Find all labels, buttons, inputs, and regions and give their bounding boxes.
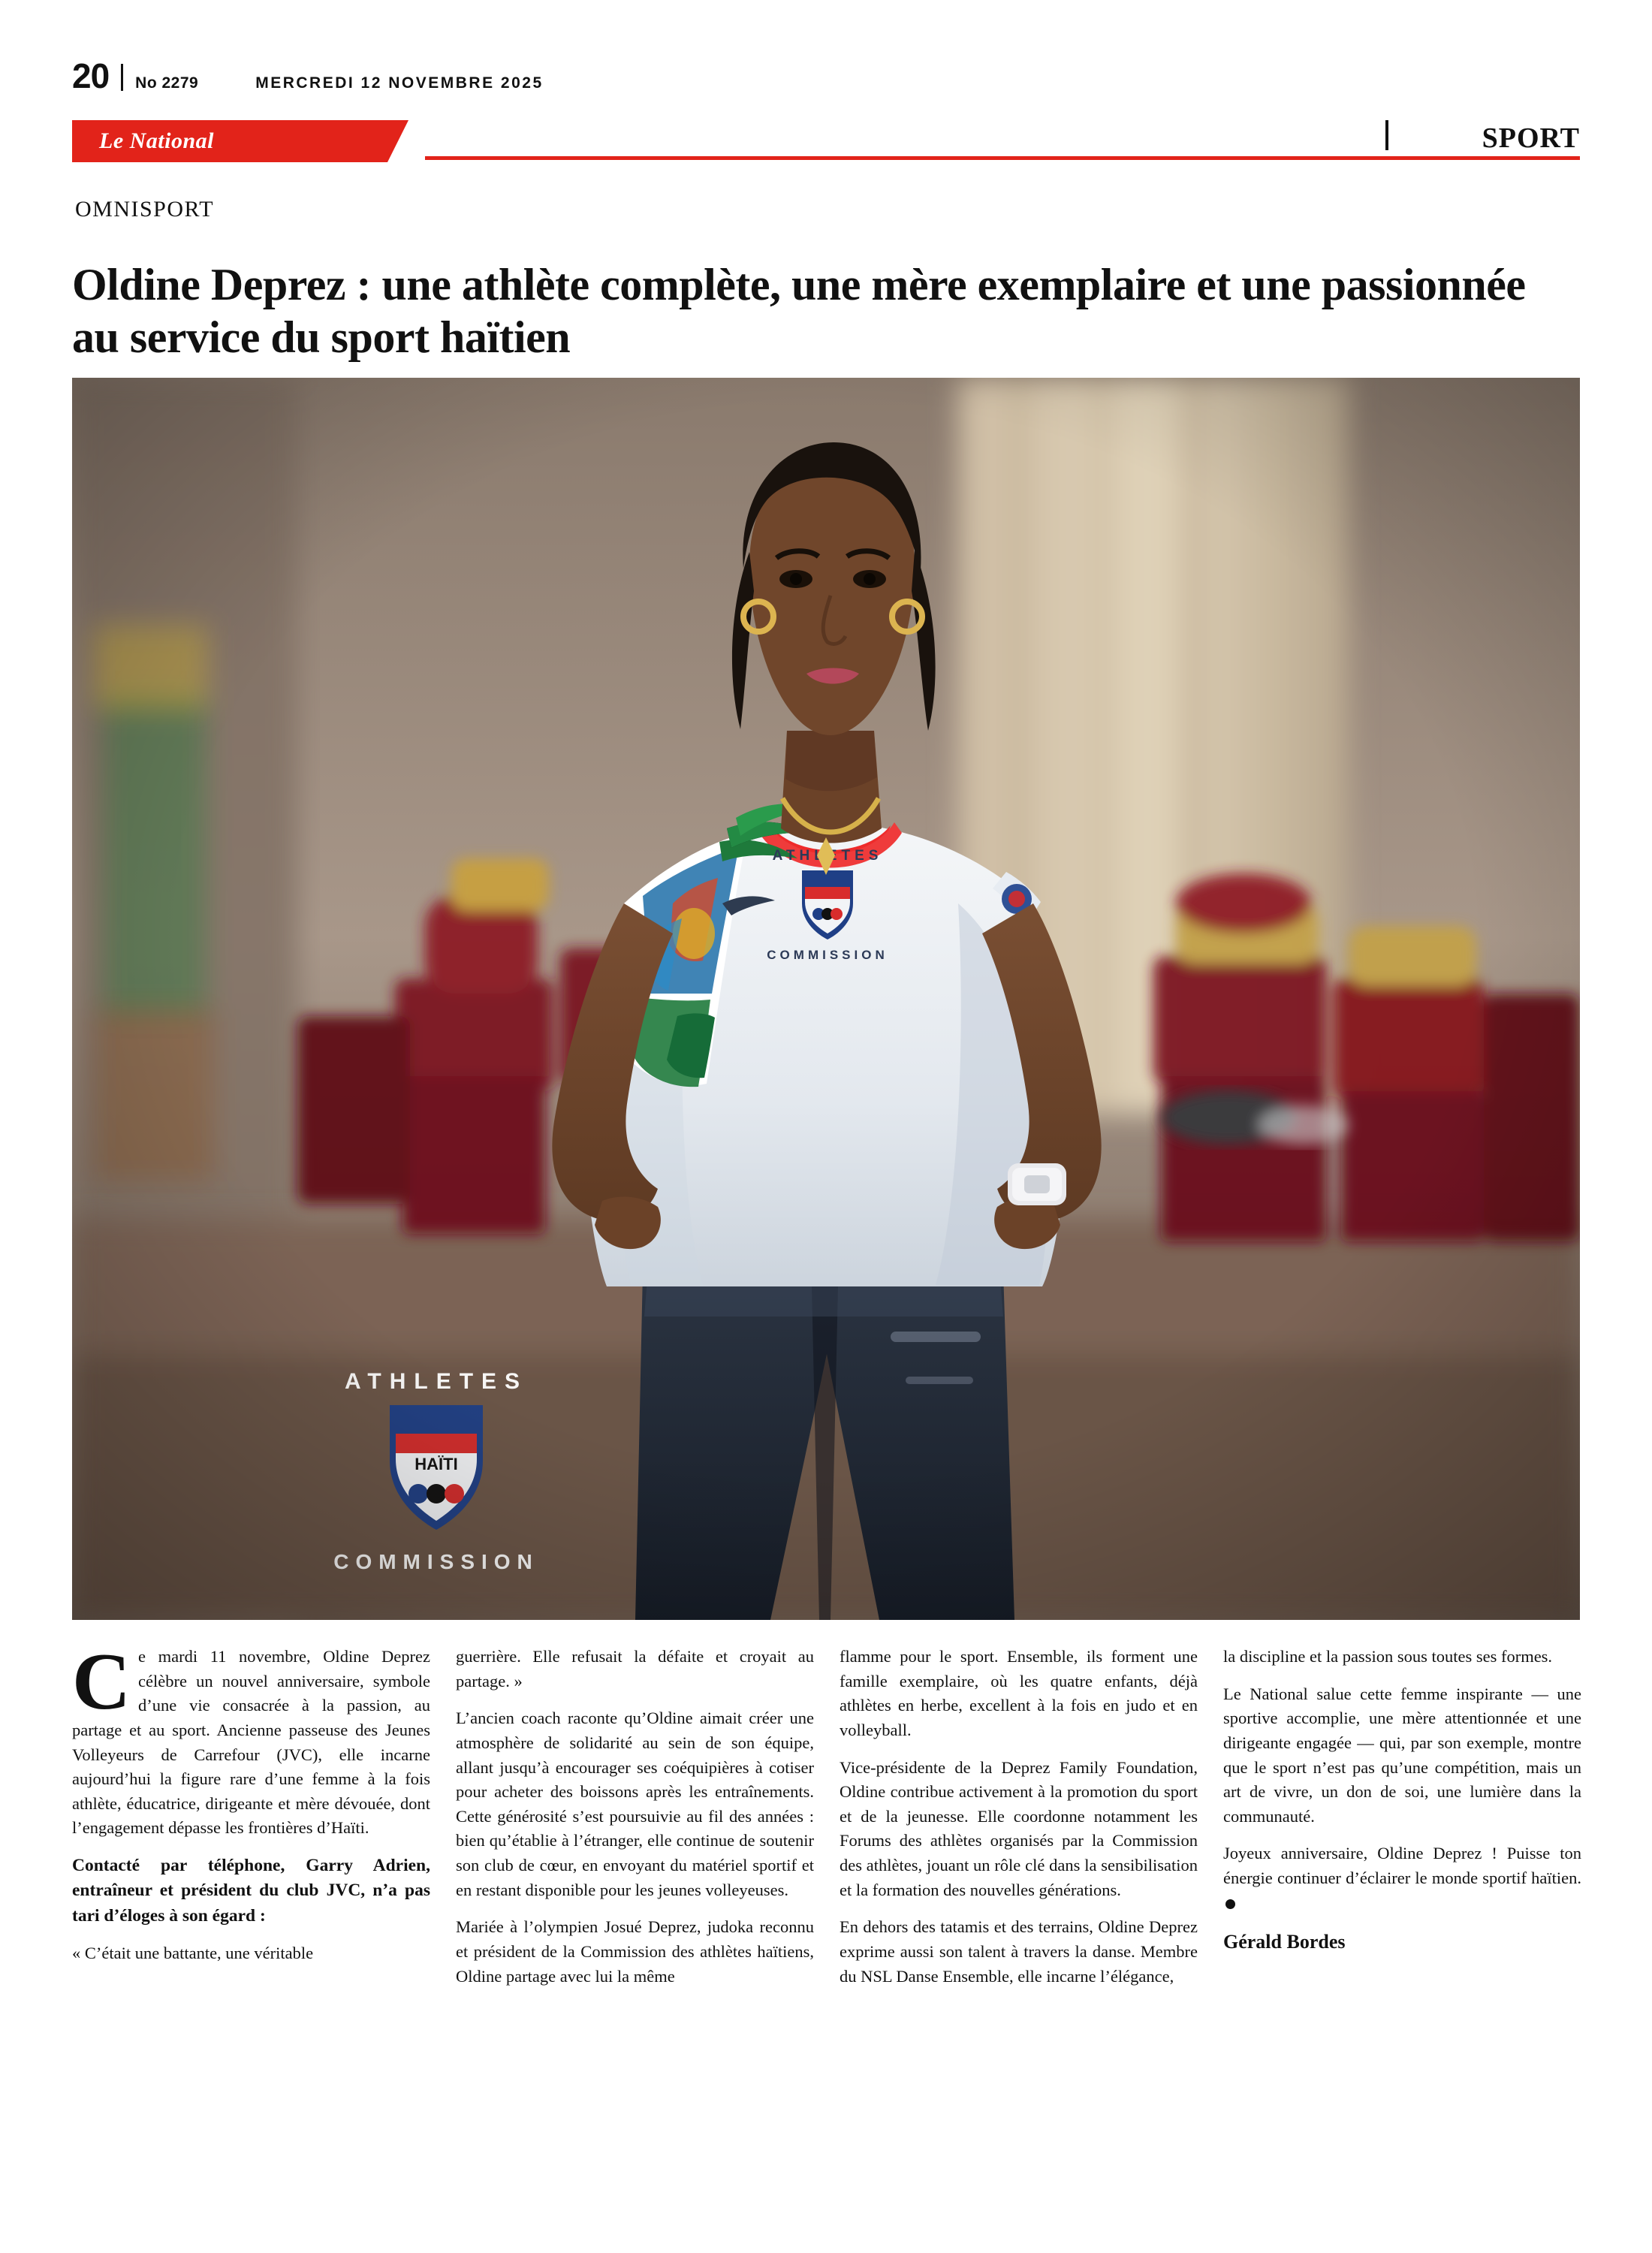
photo-illustration <box>72 378 1580 1620</box>
paragraph: « C’était une battante, une véritable <box>72 1944 314 1963</box>
body-column-1 <box>72 1637 430 2163</box>
brand-name: Le National <box>99 128 214 153</box>
paragraph-closing <box>1223 1841 1581 1915</box>
paragraph: flamme pour le sport. Ensemble, ils forment une famille exemplaire, où les quatre enfants, déjà athlètes en herbe, excellent à la fois en judo et en volleyball. <box>840 1647 1198 1739</box>
paragraph-lead-bold: Contacté par téléphone, Garry Adrien, entraîneur et président du club JVC, n’a pas tari d’éloges à son égard : <box>72 1856 430 1926</box>
body-column-2 <box>456 1645 814 2163</box>
paragraph: Ce mardi 11 novembre, Oldine Deprez célèbre un nouvel anniversaire, symbole d’une vie consacrée à la passion, au partage et au sport. Ancienne passeuse des Jeunes Volleyeurs de Carrefour (JVC), elle incarne aujourd’hui la figure rare d’une femme à la fois athlète, éducatrice, dirigeante et mère dévouée, dont l’engagement dépasse les frontières d’Haïti. <box>72 1637 430 1838</box>
article-kicker: OMNISPORT <box>75 197 215 222</box>
masthead-divider <box>121 64 123 91</box>
section-label: SPORT <box>1482 122 1580 154</box>
publication-date: MERCREDI 12 NOVEMBRE 2025 <box>255 74 544 92</box>
paragraph: Mariée à l’olympien Josué Deprez, judoka reconnu et président de la Commission des athlètes haïtiens, Oldine partage avec lui la même <box>456 1917 814 1986</box>
body-column-4 <box>1223 1645 1581 2163</box>
article-photo <box>72 378 1580 1620</box>
paragraph: guerrière. Elle refusait la défaite et croyait au partage. » <box>456 1647 814 1691</box>
section-divider <box>1385 120 1388 150</box>
byline: Gérald Bordes <box>1223 1931 1346 1953</box>
paragraph: L’ancien coach raconte qu’Oldine aimait créer une atmosphère de solidarité au sein de son équipe, allant jusqu’à encourager ses coéquipières à cotiser pour acheter des boissons après les entraînements. Cette générosité s’est poursuivie au fil des années : bien qu’établie à l’étranger, elle continue de soutenir son club de cœur, en envoyant du matériel sportif et en restant disponible pour les jeunes volleyeuses. <box>456 1709 814 1899</box>
paragraph: Le National salue cette femme inspirante — une sportive accomplie, une mère attentionnée et une dirigeante engagée — qui, par son exemple, montre que le sport n’est pas qu’une compétition, mais un art de vivre, un don de soi, une lumière dans la communauté. <box>1223 1684 1581 1826</box>
masthead <box>72 56 1580 111</box>
paragraph-closing-text: Joyeux anniversaire, Oldine Deprez ! Puisse ton énergie continuer d’éclairer le monde sportif haïtien. <box>1223 1844 1581 1887</box>
article-body <box>72 1637 1581 2163</box>
page-title: Oldine Deprez : une athlète complète, une mère exemplaire et une passionnée au service du sport haïtien <box>72 260 1526 362</box>
paragraph: Vice-présidente de la Deprez Family Foundation, Oldine contribue activement à la promotion du sport et de la jeunesse. Elle coordonne notamment les Forums des athlètes organisés par la Commission des athlètes, jouant un rôle clé dans la sensibilisation et la formation des nouvelles générations. <box>840 1757 1198 1899</box>
paragraph: En dehors des tatamis et des terrains, Oldine Deprez exprime aussi son talent à travers la danse. Membre du NSL Danse Ensemble, elle incarne l’élégance, <box>840 1917 1198 1986</box>
body-column-3 <box>840 1645 1198 2163</box>
page-number: 20 <box>72 56 110 95</box>
brand-bar <box>72 120 1580 162</box>
issue-number: No 2279 <box>135 74 199 92</box>
paragraph: la discipline et la passion sous toutes ses formes. <box>1223 1647 1553 1666</box>
end-mark-icon <box>1225 1899 1235 1909</box>
brand-rule <box>425 156 1580 160</box>
